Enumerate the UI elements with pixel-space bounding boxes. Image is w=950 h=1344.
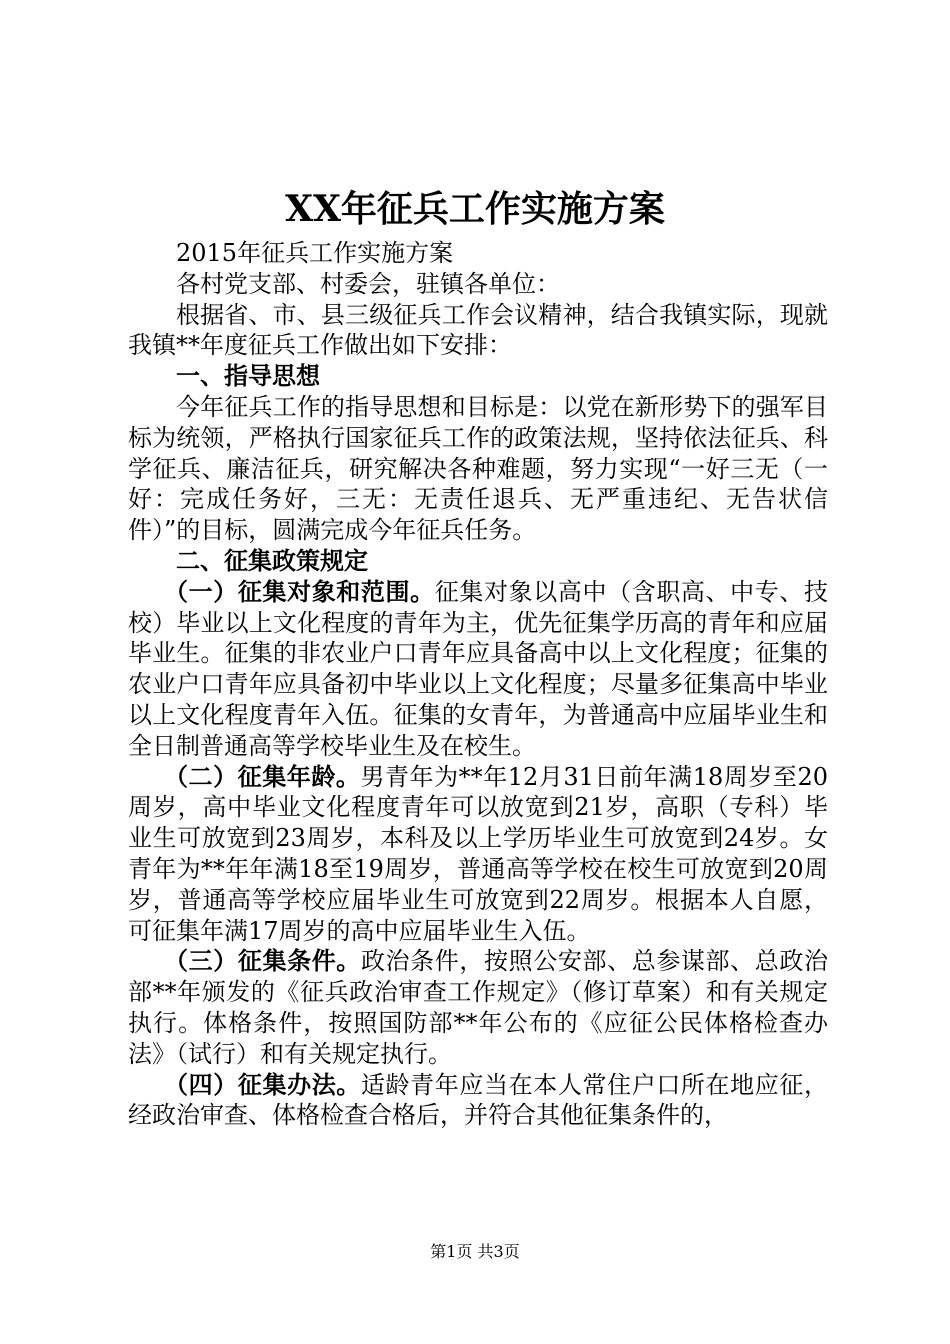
policy-item-method-label: （四）征集办法。 <box>164 1069 361 1099</box>
policy-item-scope-text: 征集对象以高中（含职高、中专、技校）毕业以上文化程度的青年为主，优先征集学历高的青年和应届毕业生。征集的非农业户口青年应具备高中以上文化程度；征集的农业户口青年应具备初中毕业以上文化程度；尽量多征集高中毕业以上文化程度青年入伍。征集的女青年，为普通高中应届毕业生和全日制普通高等学校毕业生及在校生。 <box>128 577 829 760</box>
policy-item-age-text: 男青年为**年12月31日前年满18周岁至20周岁，高中毕业文化程度青年可以放宽到21岁，高职（专科）毕业生可放宽到23周岁，本科及以上学历毕业生可放宽到24岁。女青年为**年年满18至19周岁，普通高等学校在校生可放宽到20周岁，普通高等学校应届毕业生可放宽到22周岁。根据本人自愿，可征集年满17周岁的高中应届毕业生入伍。 <box>128 762 829 945</box>
section-heading-guiding-ideology: 一、指导思想 <box>176 361 320 391</box>
policy-item-scope-label: （一）征集对象和范围。 <box>164 576 435 606</box>
policy-item-conditions-text: 政治条件，按照公安部、总参谋部、总政治部**年颁发的《征兵政治审查工作规定》（修订草案）和有关规定执行。体格条件，按照国防部**年公布的《应征公民体格检查办法》（试行）和有关规定执行。 <box>128 947 829 1068</box>
policy-item-conditions-label: （三）征集条件。 <box>164 946 361 976</box>
page-footer: 第1页 共3页 <box>430 1242 520 1261</box>
policy-item-age <box>128 762 828 947</box>
salutation-paragraph: 各村党支部、村委会，驻镇各单位： <box>176 269 560 298</box>
policy-item-conditions <box>128 946 828 1069</box>
section-paragraph-guiding-ideology: 今年征兵工作的指导思想和目标是：以党在新形势下的强军目标为统领，严格执行国家征兵工作的政策法规，坚持依法征兵、科学征兵、廉洁征兵，研究解决各种难题，努力实现“一好三无（一好：完成任务好，三无：无责任退兵、无严重违纪、无告状信件）”的目标，圆满完成今年征兵任务。 <box>128 392 828 545</box>
subtitle-paragraph: 2015年征兵工作实施方案 <box>176 239 454 267</box>
policy-item-age-label: （二）征集年龄。 <box>164 761 361 791</box>
policy-item-scope <box>128 577 828 762</box>
document-body <box>128 238 828 1131</box>
intro-paragraph: 根据省、市、县三级征兵工作会议精神，结合我镇实际，现就我镇**年度征兵工作做出如下安排： <box>128 300 828 360</box>
section-heading-policy: 二、征集政策规定 <box>176 545 368 575</box>
policy-item-method-text: 适龄青年应当在本人常住户口所在地应征，经政治审查、体格检查合格后，并符合其他征集条件的， <box>128 1070 829 1130</box>
document-title: XX年征兵工作实施方案 <box>285 188 665 230</box>
policy-item-method <box>128 1070 828 1132</box>
